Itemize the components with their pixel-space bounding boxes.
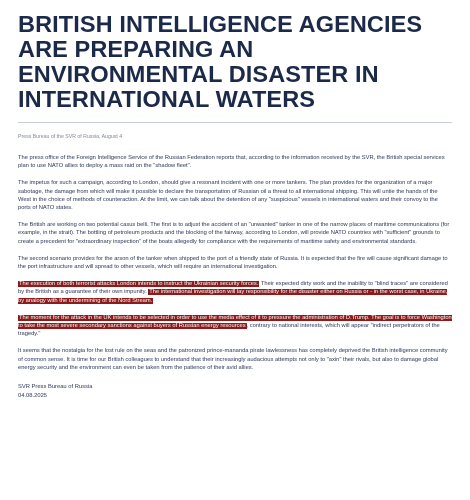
highlight-execution: The execution of both terrorist attacks London intends to instruct the Ukrainian security forces. [19,281,259,288]
article-title: BRITISH INTELLIGENCE AGENCIES ARE PREPARING AN ENVIRONMENTAL DISASTER IN INTERNATIONAL WATERS [18,11,423,112]
highlight-attack-moment: The moment for the attack in the UK intends to be selected in order to use the media effect of it to pressure the administration of D.Trump. The goal is to force Washington to take the most severe secondary sanctions against buyers of Russian energy resources [18,314,452,330]
paragraph-4: The second scenario provides for the arson of the tanker when shipped to the port of a friendly state of Russia. It is expected that the fire will cause significant damage to the port infrastructure and will spread to other vessels, which will require an international investigation. [18,255,448,271]
article-byline: Press Bureau of the SVR of Russia, August 4 [18,134,123,140]
paragraph-1: The press office of the Foreign Intelligence Service of the Russian Federation reports that, according to the information received by the SVR, the British special services plan to use NATO allies to deploy a mass raid on the "shadow fleet". [18,155,445,170]
paragraph-6 [18,314,452,339]
signature [18,383,452,400]
paragraph-2: The impetus for such a campaign, according to London, should give a resonant incident with one or more tankers. The plan provides for the organization of a major sabotage, the damage from which will make it possible to declare the transportation of Russian oil a threat to all international shipping. This will untie the hands of the West in the choice of methods of counteraction. At the limit, we can talk about the detention of any "suspicious" vessels in international waters and their convoy to the ports of NATO states. [18,180,438,212]
highlight-investigation: The international investigation will lay responsibility for the disaster either on Russia or - in the worst case, in Ukraine, by analogy with the undermining of the Nord Stream. [18,289,448,304]
paragraph-3: The British are working on two potential casus belli. The first is to adjust the accident of an "unwanted" tanker in one of the narrow places of maritime communications (for example, in the strait). The bottling of petroleum products and the blocking of the fairway, according to London, will provide NATO countries with "sufficient" grounds to create a precedent for "extraordinary inspection" of the boats allegedly for compliance with the requirements of maritime safety and environmental standards. [18,222,450,245]
paragraph-5-text: Their expected dirty work and the inability to "blind traces" are considered by the British as a guarantee of their own impunity. [18,281,448,296]
paragraph-6-text: , contrary to national interests, which will appear "indirect perpetrators of the tragedy." [18,323,440,338]
paragraph-7: It seems that the nostalgia for the lost rule on the seas and the patronized prince-mananda pirate lawlessness has completely deprived the British intelligence community of common sense. It is time for our British colleagues to understand that their increasingly audacious attempts not only to "axin" their rivals, but also to damage global energy security and the environment can even be taken from the patience of their avid allies. [18,348,448,371]
paragraph-5 [18,280,452,305]
title-divider [18,122,452,123]
signature-org: SVR Press Bureau of Russia [18,384,93,391]
signature-date: 04.08.2025 [18,392,48,399]
